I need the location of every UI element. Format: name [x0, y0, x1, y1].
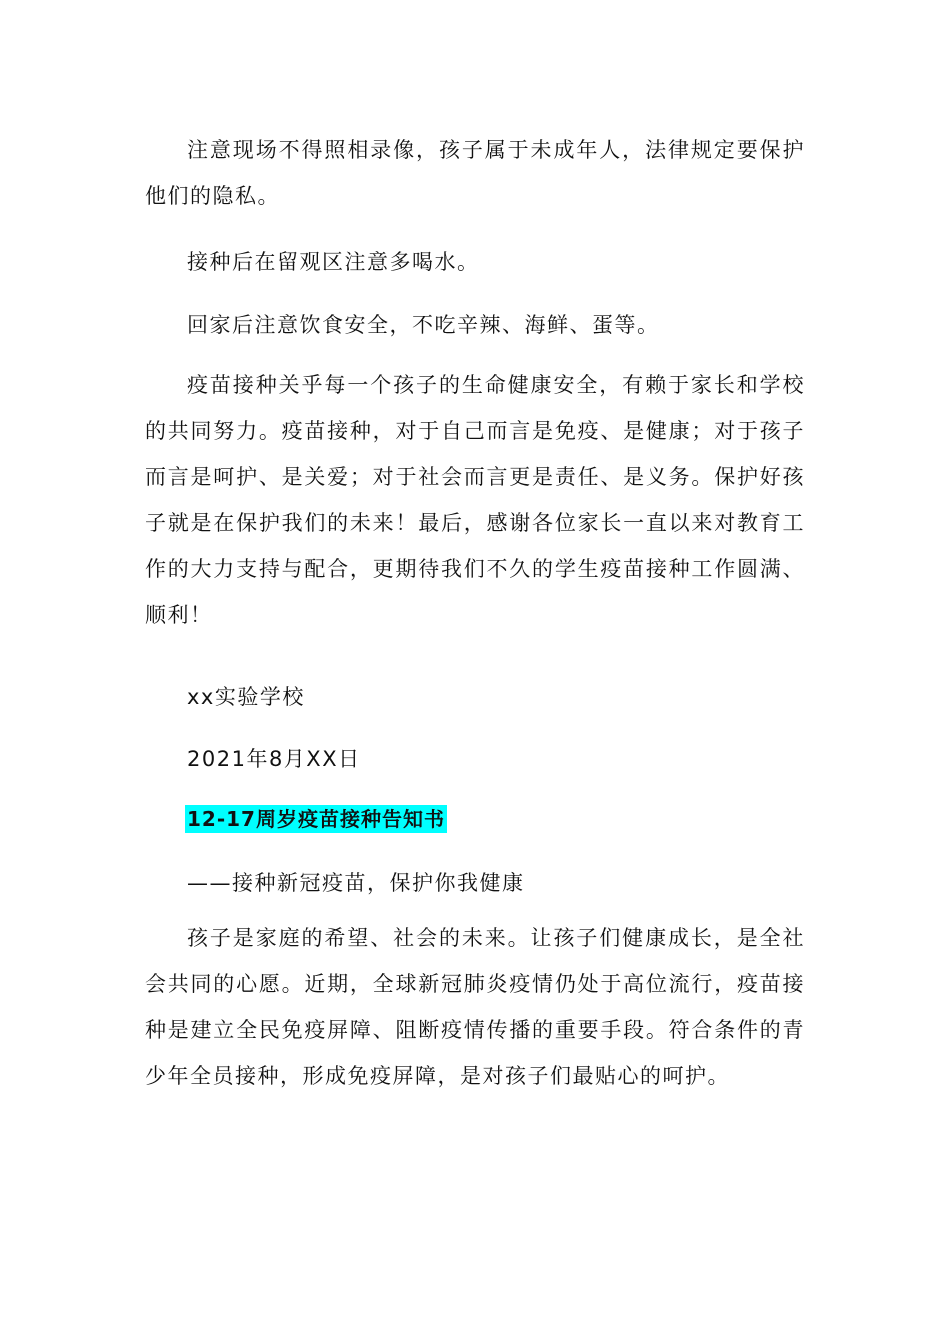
signature-date: 2021年8月XX日 — [187, 747, 361, 771]
notice-subtitle: ——接种新冠疫苗，保护你我健康 — [187, 871, 525, 895]
paragraph-water: 接种后在留观区注意多喝水。 — [187, 250, 480, 274]
paragraph-diet: 回家后注意饮食安全，不吃辛辣、海鲜、蛋等。 — [187, 313, 660, 337]
signature-school: xx实验学校 — [187, 685, 305, 709]
notice-title: 12-17周岁疫苗接种告知书 — [187, 807, 445, 831]
notice-body: 孩子是家庭的希望、社会的未来。让孩子们健康成长，是全社会共同的心愿。近期，全球新冠肺炎疫情仍处于高位流行，疫苗接种是建立全民免疫屏障、阻断疫情传播的重要手段。符合条件的青少年全员接种，形成免疫屏障，是对孩子们最贴心的呵护。 — [145, 926, 805, 1088]
paragraph-closing: 疫苗接种关乎每一个孩子的生命健康安全，有赖于家长和学校的共同努力。疫苗接种，对于自己而言是免疫、是健康；对于孩子而言是呵护、是关爱；对于社会而言更是责任、是义务。保护好孩子就是在保护我们的未来！最后，感谢各位家长一直以来对教育工作的大力支持与配合，更期待我们不久的学生疫苗接种工作圆满、顺利！ — [145, 373, 805, 627]
paragraph-privacy: 注意现场不得照相录像，孩子属于未成年人，法律规定要保护他们的隐私。 — [145, 138, 805, 208]
